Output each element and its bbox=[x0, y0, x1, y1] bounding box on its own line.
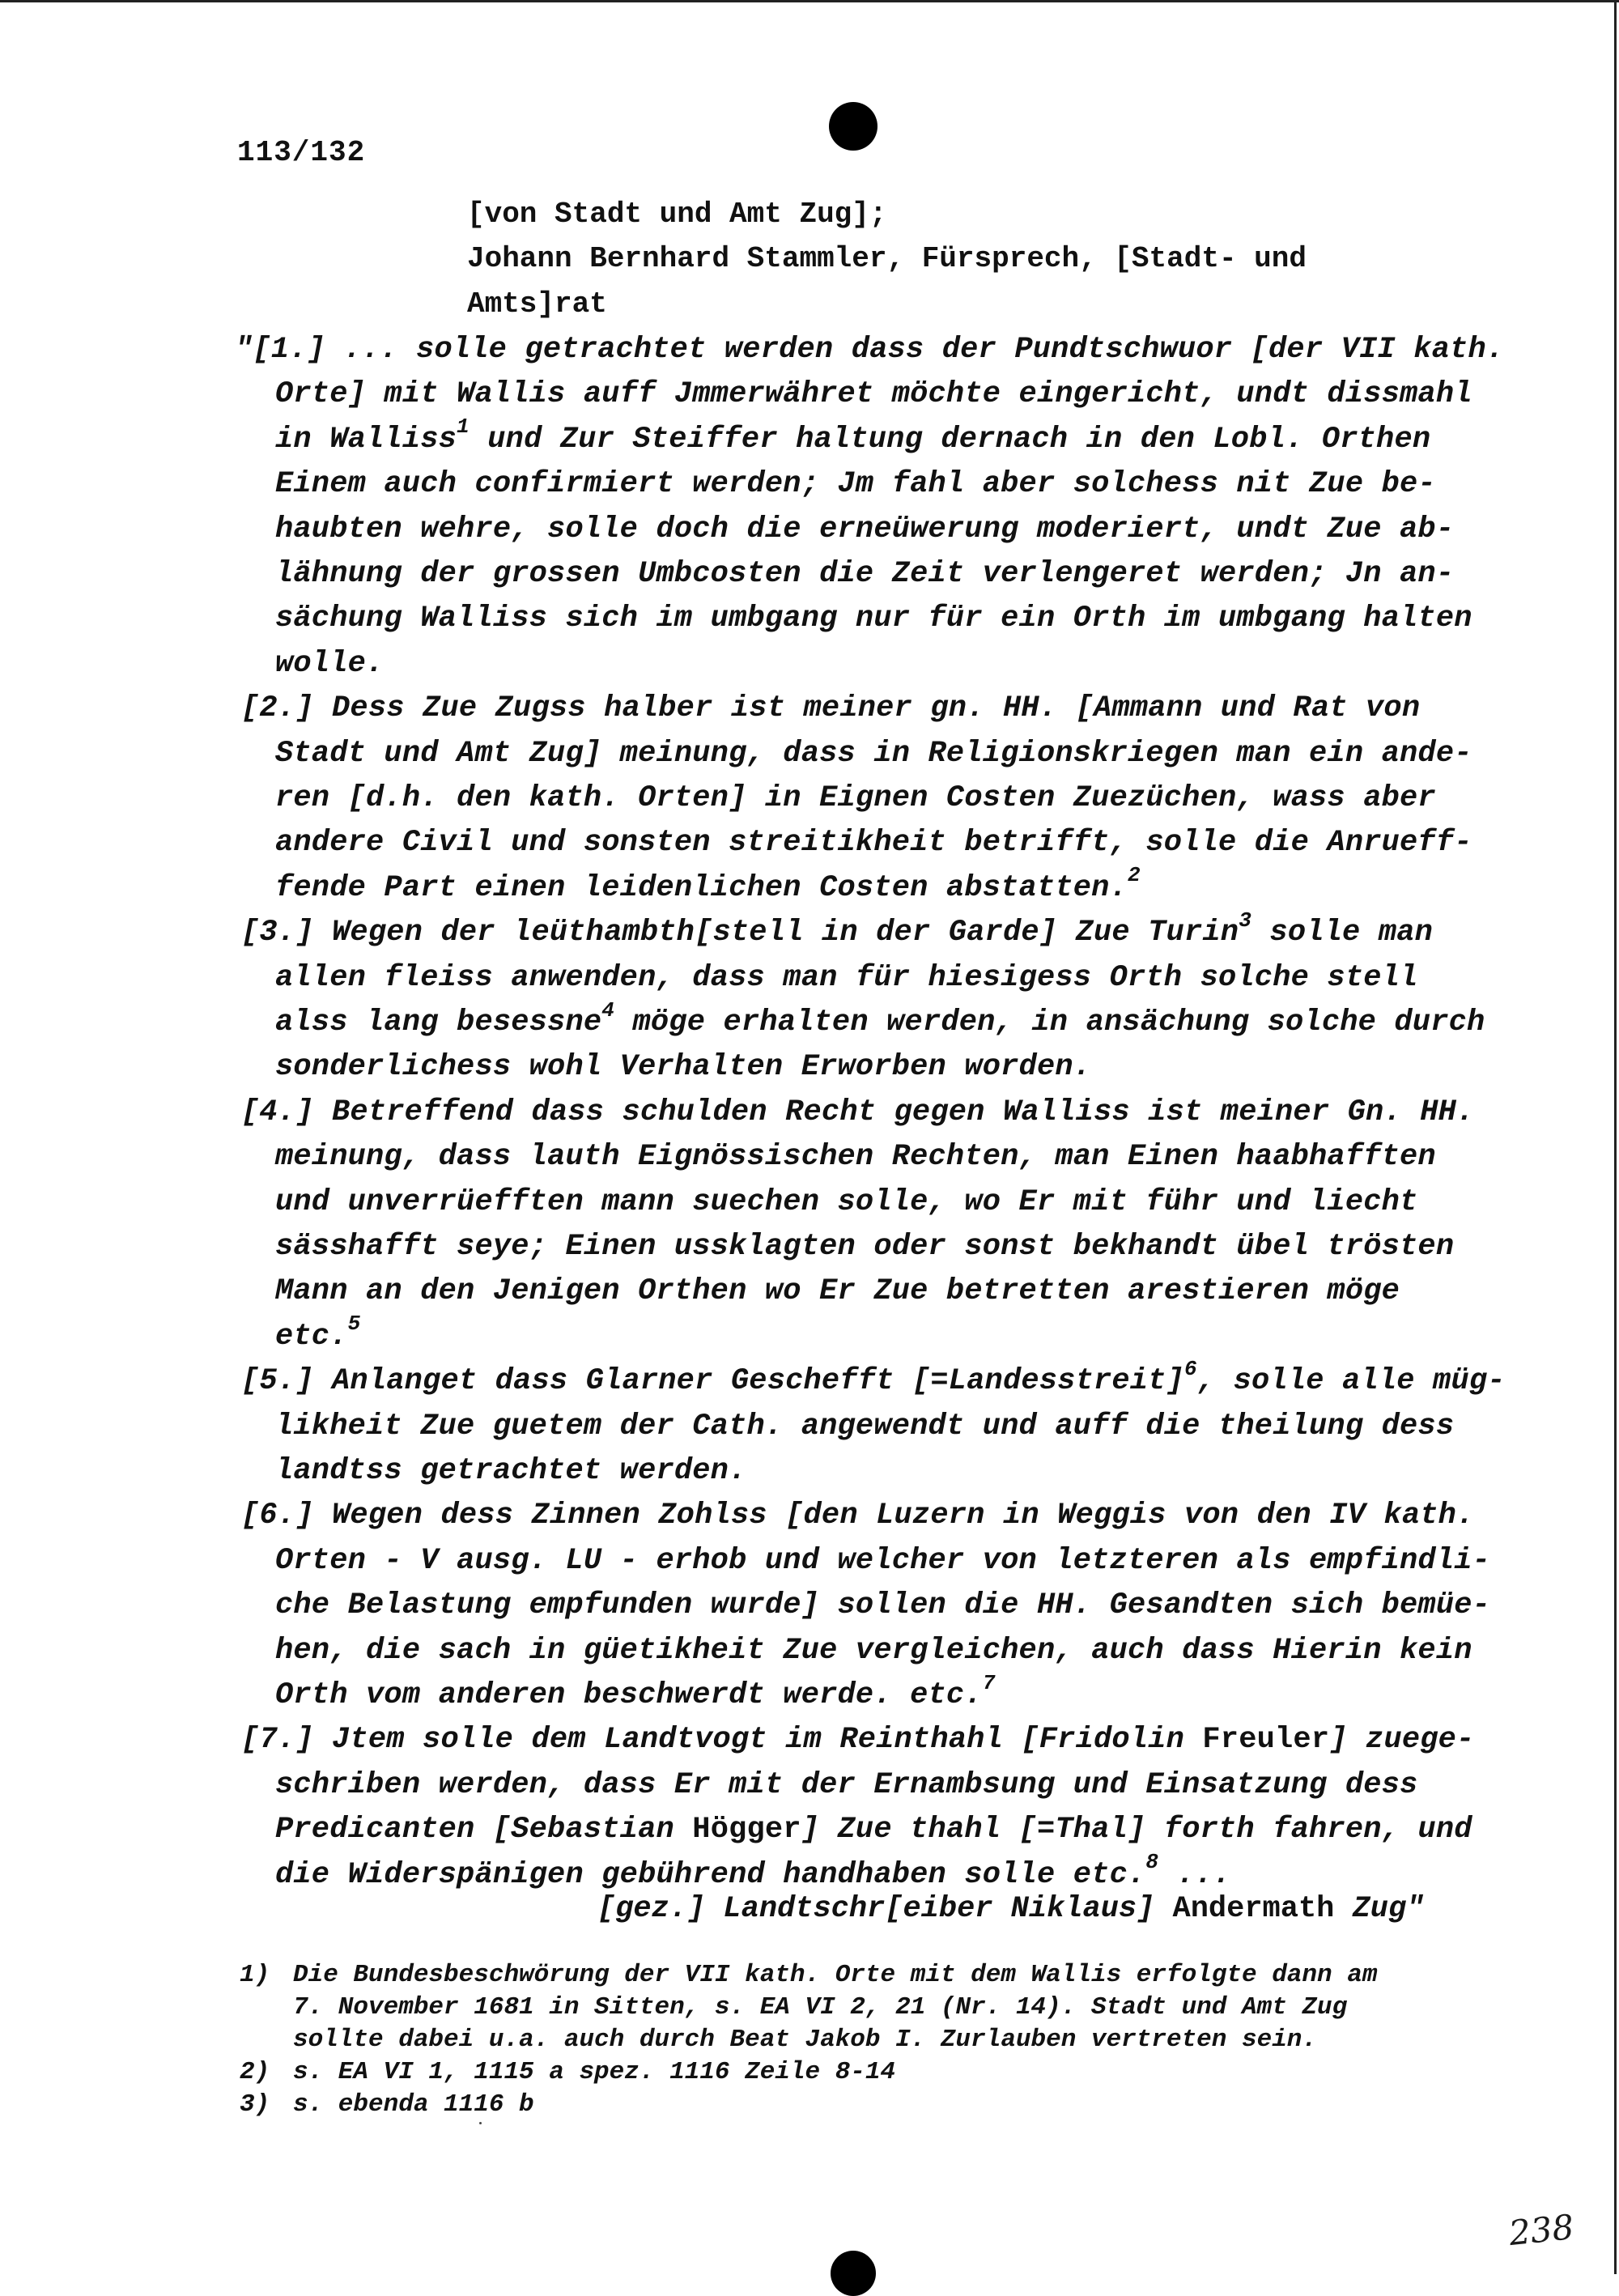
header-line-3: Amts]rat bbox=[467, 287, 607, 321]
body-line: [3.] Wegen der leüthambth[stell in der Garde] Zue Turin$^3$ solle man bbox=[241, 908, 1434, 950]
body-line: haubten wehre, solle doch die erneüwerung moderiert, undt Zue ab- bbox=[275, 512, 1455, 546]
body-line: Orte] mit Wallis auff Jmmerwähret möchte eingericht, undt dissmahl bbox=[275, 377, 1472, 412]
footnote-number: 1) bbox=[240, 1961, 270, 1989]
footnote-text: 7. November 1681 in Sitten, s. EA VI 2, 21 (Nr. 14). Stadt und Amt Zug bbox=[293, 1993, 1348, 2022]
body-line: und unverrüefften mann suechen solle, wo Er mit führ und liecht bbox=[275, 1184, 1418, 1219]
header-line-2: Johann Bernhard Stammler, Fürsprech, [Stadt- und bbox=[467, 242, 1307, 275]
body-line: sonderlichess wohl Verhalten Erworben worden. bbox=[275, 1050, 1092, 1085]
body-line: andere Civil und sonsten streitikheit betrifft, solle die Anrueff- bbox=[275, 826, 1472, 861]
signature-line: [gez.] Landtschr[eiber Niklaus] Andermath Zug" bbox=[597, 1892, 1425, 1926]
body-line: allen fleiss anwenden, dass man für hiesigess Orth solche stell bbox=[275, 960, 1418, 995]
body-line: "[1.] ... solle getrachtet werden dass der Pundtschwuor [der VII kath. bbox=[235, 333, 1505, 367]
footnote-text: s. EA VI 1, 1115 a spez. 1116 Zeile 8-14 bbox=[293, 2058, 896, 2086]
footnote-marker: 3 bbox=[1239, 908, 1252, 933]
footnote-text: Die Bundesbeschwörung der VII kath. Orte mit dem Wallis erfolgte dann am bbox=[293, 1961, 1378, 1989]
footnote-number: 3) bbox=[240, 2090, 270, 2119]
body-line: in Walliss$^1$ und Zur Steiffer haltung dernach in den Lobl. Orthen bbox=[275, 415, 1431, 457]
body-line: hen, die sach in güetikheit Zue vergleichen, auch dass Hierin kein bbox=[275, 1633, 1472, 1668]
footnote-marker: 4 bbox=[601, 997, 615, 1023]
body-line: che Belastung empfunden wurde] sollen die HH. Gesandten sich bemüe- bbox=[275, 1588, 1491, 1623]
body-line: sächung Walliss sich im umbgang nur für ein Orth im umbgang halten bbox=[275, 602, 1472, 636]
body-line: Orth vom anderen beschwerdt werde. etc.$^7$ bbox=[275, 1670, 996, 1712]
person-name: Högger bbox=[692, 1813, 801, 1847]
body-line: meinung, dass lauth Eignössischen Rechten, man Einen haabhafften bbox=[275, 1140, 1436, 1175]
footnote-marker: 2 bbox=[1127, 863, 1141, 888]
page-reference: 113/132 bbox=[237, 136, 366, 169]
footnote-marker: 5 bbox=[347, 1312, 361, 1337]
body-line: lähnung der grossen Umbcosten die Zeit verlengeret werden; Jn an- bbox=[275, 557, 1455, 591]
body-line: likheit Zue guetem der Cath. angewendt und auff die theilung dess bbox=[275, 1409, 1455, 1444]
header-line-1: [von Stadt und Amt Zug]; bbox=[467, 198, 887, 231]
person-name: Freuler bbox=[1202, 1723, 1330, 1758]
body-line: Mann an den Jenigen Orthen wo Er Zue betretten arestieren möge bbox=[275, 1274, 1400, 1309]
punch-hole-top bbox=[829, 102, 877, 151]
punch-hole-bottom bbox=[831, 2251, 876, 2296]
body-line: Einem auch confirmiert werden; Jm fahl aber solchess nit Zue be- bbox=[275, 467, 1436, 502]
scan-speck bbox=[479, 2122, 482, 2124]
body-line: Predicanten [Sebastian Högger] Zue thahl [=Thal] forth fahren, und bbox=[275, 1813, 1472, 1847]
scan-border-top bbox=[0, 0, 1619, 2]
body-line: [2.] Dess Zue Zugss halber ist meiner gn. HH. [Ammann und Rat von bbox=[241, 691, 1421, 726]
footnote-marker: 8 bbox=[1145, 1850, 1159, 1875]
body-line: wolle. bbox=[275, 646, 385, 681]
footnote-number: 2) bbox=[240, 2058, 270, 2086]
body-line: [5.] Anlanget dass Glarner Geschefft [=Landesstreit]$^6$, solle alle müg- bbox=[241, 1356, 1506, 1399]
body-line: etc.$^5$ bbox=[275, 1312, 361, 1354]
handwritten-page-number: 238 bbox=[1506, 2206, 1576, 2254]
body-line: Orten - V ausg. LU - erhob und welcher von letzteren als empfindli- bbox=[275, 1543, 1491, 1578]
body-line: schriben werden, dass Er mit der Ernambsung und Einsatzung dess bbox=[275, 1767, 1418, 1802]
body-line: [4.] Betreffend dass schulden Recht gegen Walliss ist meiner Gn. HH. bbox=[241, 1095, 1475, 1129]
person-name: Stammler bbox=[746, 242, 887, 275]
body-line: [6.] Wegen dess Zinnen Zohlss [den Luzern in Weggis von den IV kath. bbox=[241, 1499, 1475, 1533]
body-line: alss lang besessne$^4$ möge erhalten werden, in ansächung solche durch bbox=[275, 997, 1485, 1040]
body-line: die Widerspänigen gebührend handhaben solle etc.$^8$ ... bbox=[275, 1850, 1231, 1892]
body-line: [7.] Jtem solle dem Landtvogt im Reinthahl [Fridolin Freuler] zuege- bbox=[241, 1723, 1475, 1758]
footnote-marker: 7 bbox=[982, 1670, 996, 1695]
body-line: ren [d.h. den kath. Orten] in Eignen Costen Zuezüchen, wass aber bbox=[275, 781, 1436, 815]
footnote-marker: 1 bbox=[457, 415, 470, 440]
body-line: sässhafft seye; Einen ussklagten oder sonst bekhandt übel trösten bbox=[275, 1230, 1455, 1264]
footnote-text: sollte dabei u.a. auch durch Beat Jakob I. Zurlauben vertreten sein. bbox=[293, 2026, 1318, 2054]
footnote-marker: 6 bbox=[1184, 1356, 1197, 1381]
body-line: landtss getrachtet werden. bbox=[275, 1454, 747, 1488]
footnote-text: s. ebenda 1116 b bbox=[293, 2090, 534, 2119]
body-line: fende Part einen leidenlichen Costen abstatten.$^2$ bbox=[275, 863, 1141, 905]
scan-border-right bbox=[1614, 0, 1617, 2274]
signer-name: Andermath bbox=[1172, 1892, 1335, 1926]
body-line: Stadt und Amt Zug] meinung, dass in Religionskriegen man ein ande- bbox=[275, 736, 1472, 771]
